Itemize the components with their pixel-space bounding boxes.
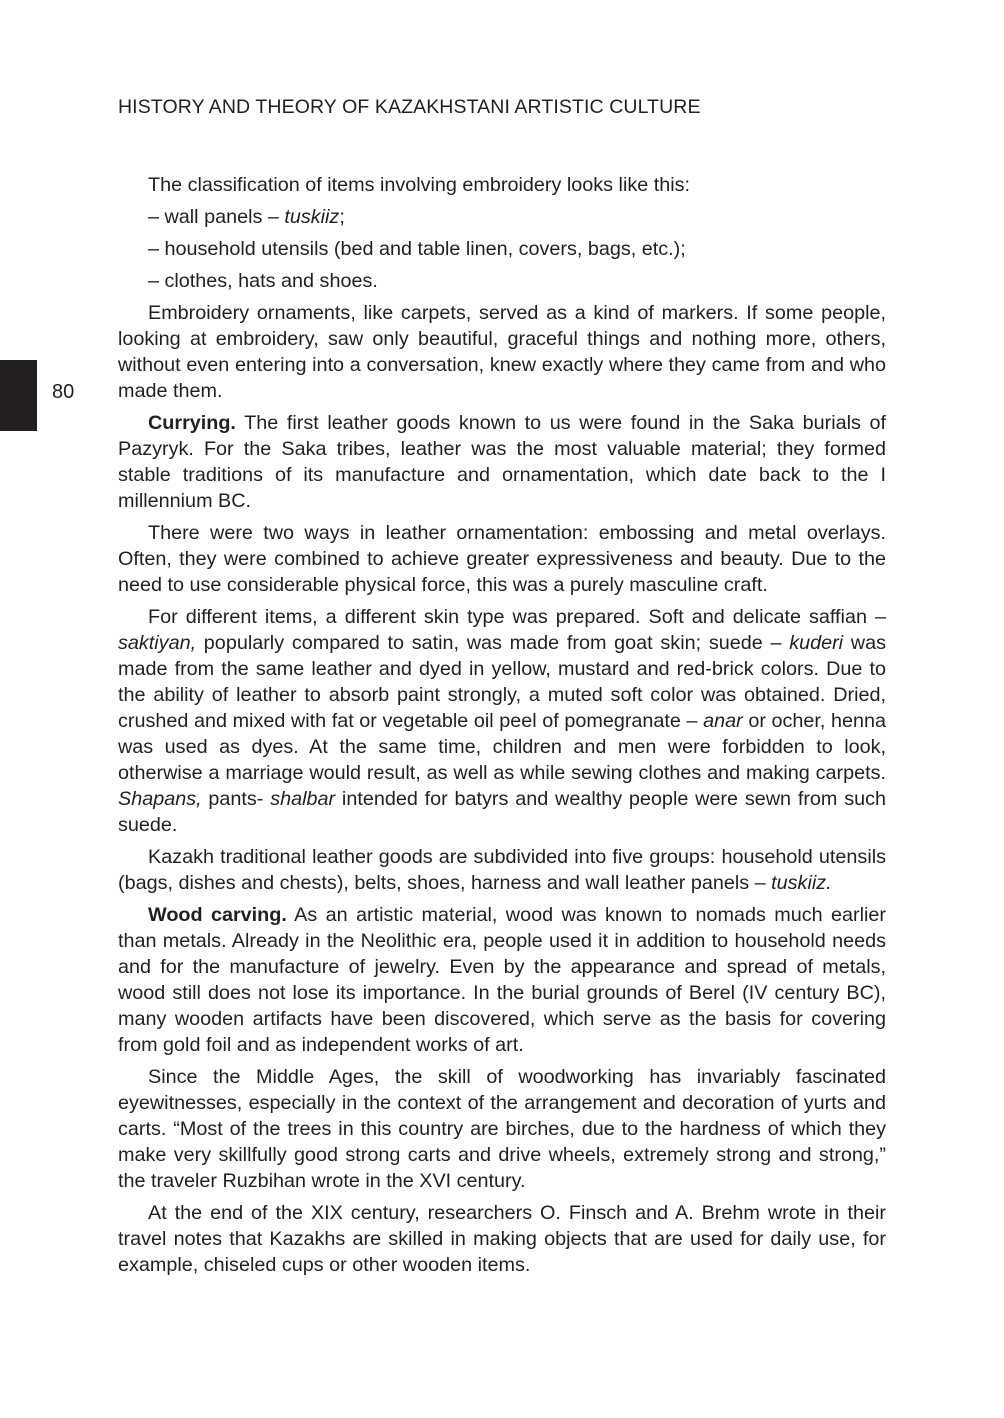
paragraph-leather-ornamentation: There were two ways in leather ornamentation: embossing and metal overlays. Often, they were combined to achieve greater expressiveness and beauty. Due to the need to use considerable physical force, this was a purely masculine craft. bbox=[118, 522, 886, 596]
paragraph-text: was made from the same leather and dyed in yellow, mustard and red-brick colors. Due to the ability of leather to absorb paint strongly, a muted soft color was obtained. Dried, crushed and mixed with fat or vegetable oil peel of pomegranate – bbox=[118, 632, 886, 732]
paragraph-leather-groups bbox=[118, 844, 886, 896]
paragraph-skin-types bbox=[118, 604, 886, 838]
paragraph-text: intended for batyrs and wealthy people were sewn from such suede. bbox=[118, 788, 886, 836]
paragraph-text: or ocher, henna was used as dyes. At the same time, children and men were forbidden to look, otherwise a marriage would result, as well as while sewing clothes and making carpets. bbox=[118, 710, 886, 784]
paragraph-currying bbox=[118, 410, 886, 514]
page-number: 80 bbox=[52, 381, 75, 403]
list-item-text: ; bbox=[339, 206, 345, 228]
term-italic: Shapans, bbox=[118, 788, 202, 810]
paragraph-text: pants- bbox=[201, 788, 271, 810]
paragraph-text: popularly compared to satin, was made from goat skin; suede – bbox=[196, 632, 790, 654]
term-italic: anar bbox=[703, 710, 743, 732]
paragraph-wood-carving bbox=[118, 902, 886, 1058]
term-italic: kuderi bbox=[789, 632, 844, 654]
running-header: HISTORY AND THEORY OF KAZAKHSTANI ARTISTIC CULTURE bbox=[118, 96, 701, 118]
section-heading-currying: Currying. bbox=[148, 412, 236, 434]
list-item-clothes: – clothes, hats and shoes. bbox=[148, 270, 378, 292]
list-item-wall-panels bbox=[118, 204, 886, 230]
paragraph-text: As an artistic material, wood was known to nomads much earlier than metals. Already in the Neolithic era, people used it in addition to household needs and for the manufacture of jewelry. Even by the appearance and spread of metals, wood still does not lose its importance. In the burial grounds of Berel (IV century BC), many wooden artifacts have been discovered, which serve as the basis for covering from gold foil and as independent works of art. bbox=[118, 904, 887, 1056]
term-italic: tuskiiz. bbox=[771, 872, 832, 894]
term-italic: saktiyan, bbox=[118, 632, 197, 654]
paragraph-woodworking-middle-ages: Since the Middle Ages, the skill of woodworking has invariably fascinated eyewitnesses, especially in the context of the arrangement and decoration of yurts and carts. “Most of the trees in this country are birches, due to the hardness of which they make very skillfully good strong carts and drive wheels, extremely strong and strong,” the traveler Ruzbihan wrote in the XVI century. bbox=[118, 1066, 886, 1192]
term-italic: shalbar bbox=[270, 788, 336, 810]
term-italic: tuskiiz bbox=[284, 206, 340, 228]
page-edge-tab bbox=[0, 360, 37, 431]
list-item-household-utensils: – household utensils (bed and table linen, covers, bags, etc.); bbox=[148, 238, 686, 260]
section-heading-wood-carving: Wood carving. bbox=[148, 904, 287, 926]
paragraph-text: Kazakh traditional leather goods are subdivided into five groups: household utensils (bags, dishes and chests), belts, shoes, harness and wall leather panels – bbox=[118, 846, 886, 894]
paragraph-intro: The classification of items involving embroidery looks like this: bbox=[148, 174, 691, 196]
list-item-text: – wall panels – bbox=[148, 206, 285, 228]
paragraph-xix-century: At the end of the XIX century, researchers O. Finsch and A. Brehm wrote in their travel notes that Kazakhs are skilled in making objects that are used for daily use, for example, chiseled cups or other wooden items. bbox=[118, 1202, 886, 1276]
paragraph-embroidery-markers: Embroidery ornaments, like carpets, served as a kind of markers. If some people, looking at embroidery, saw only beautiful, graceful things and nothing more, others, without even entering into a conversation, knew exactly where they came from and who made them. bbox=[118, 302, 886, 402]
paragraph-text: For different items, a different skin type was prepared. Soft and delicate saffian – bbox=[148, 606, 886, 628]
paragraph-text: The first leather goods known to us were found in the Saka burials of Pazyryk. For the Saka tribes, leather was the most valuable material; they formed stable traditions of its manufacture and ornamentation, which date back to the I millennium BC. bbox=[118, 412, 886, 512]
body-text bbox=[118, 172, 886, 1284]
